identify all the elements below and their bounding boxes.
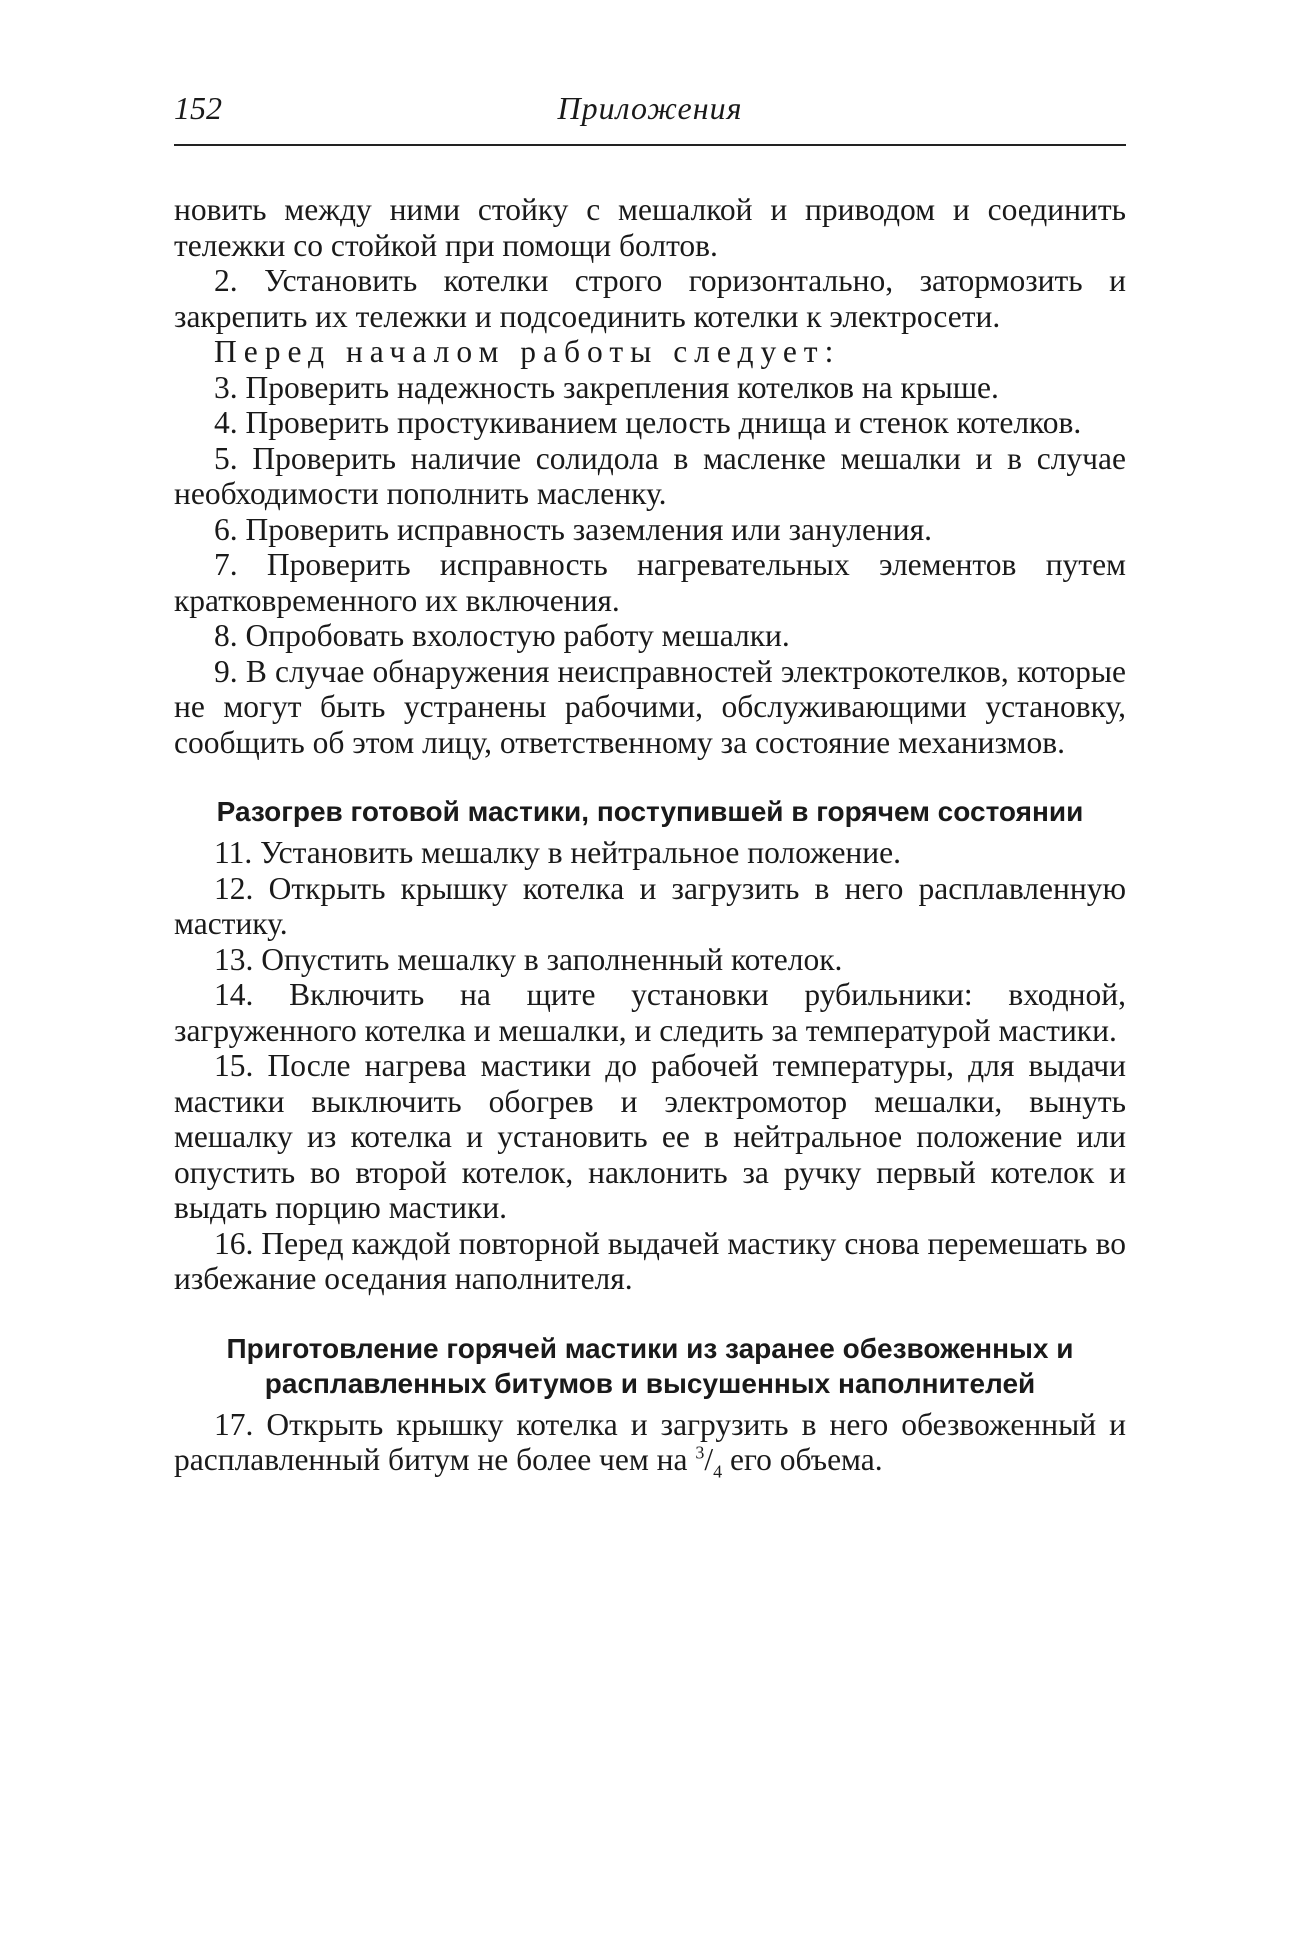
list-item-17: 17. Открыть крышку котелка и загрузить в него обезвоженный и расплавленный битум не более чем на $^3/_4$ его объема.: [174, 1406, 1126, 1482]
section-heading-reheating: Разогрев готовой мастики, поступившей в горячем состоянии: [216, 796, 1084, 827]
list-item-11: 11. Установить мешалку в нейтральное положение.: [214, 835, 902, 870]
list-item-8: 8. Опробовать вхолостую работу мешалки.: [214, 618, 790, 653]
paragraph-continuation: новить между ними стойку с мешалкой и приводом и соединить тележки со стойкой при помощи болтов.: [174, 192, 1126, 263]
list-item-7: 7. Проверить исправность нагревательных элементов путем кратковременного их включения.: [174, 547, 1126, 618]
page-number: 152: [174, 90, 222, 126]
fraction-denominator: 4: [713, 1461, 723, 1482]
list-item-6: 6. Проверить исправность заземления или зануления.: [214, 511, 933, 547]
before-work-lead: Перед началом работы следует:: [214, 334, 841, 369]
list-item-2: 2. Установить котелки строго горизонтально, затормозить и закрепить их тележки и подсоединить котелки к электросети.: [174, 263, 1126, 334]
list-item-4: 4. Проверить простукиванием целость днища и стенок котелков.: [214, 405, 1082, 440]
list-item-15: 15. После нагрева мастики до рабочей температуры, для выдачи мастики выключить обогрев и электромотор мешалки, вынуть мешалку из котелка и установить ее в нейтральное положение или опустить во второй котелок, наклонить за ручку первый котелок и выдать порцию мастики.: [174, 1048, 1126, 1225]
list-item-14: 14. Включить на щите установки рубильники: входной, загруженного котелка и мешалки, и следить за температурой мастики.: [174, 977, 1126, 1048]
list-item-12: 12. Открыть крышку котелка и загрузить в него расплавленную мастику.: [174, 870, 1126, 941]
list-item-5: 5. Проверить наличие солидола в масленке мешалки и в случае необходимости пополнить масленку.: [174, 440, 1126, 511]
page-header: [174, 84, 1126, 144]
list-item-17-end: его объема.: [730, 1442, 883, 1477]
section-heading-preparation: Приготовление горячей мастики из заранее обезвоженных и расплавленных битумов и высушенных наполнителей: [226, 1332, 1074, 1399]
running-title: Приложения: [557, 90, 743, 126]
list-item-16: 16. Перед каждой повторной выдачей мастику снова перемешать во избежание оседания наполнителя.: [174, 1225, 1126, 1296]
list-item-9: 9. В случае обнаружения неисправностей электрокотелков, которые не могут быть устранены рабочими, обслуживающими установку, сообщить об этом лицу, ответственному за состояние механизмов.: [174, 653, 1126, 760]
list-item-13: 13. Опустить мешалку в заполненный котелок.: [214, 941, 843, 977]
list-item-17-text: 17. Открыть крышку котелка и загрузить в него обезвоженный и расплавленный битум не более чем на: [174, 1406, 1126, 1477]
list-item-3: 3. Проверить надежность закрепления котелков на крыше.: [214, 369, 999, 405]
header-rule: [174, 144, 1126, 146]
body-text: [174, 192, 1126, 1482]
fraction-numerator: 3: [695, 1442, 705, 1463]
book-page: [174, 84, 1126, 1482]
